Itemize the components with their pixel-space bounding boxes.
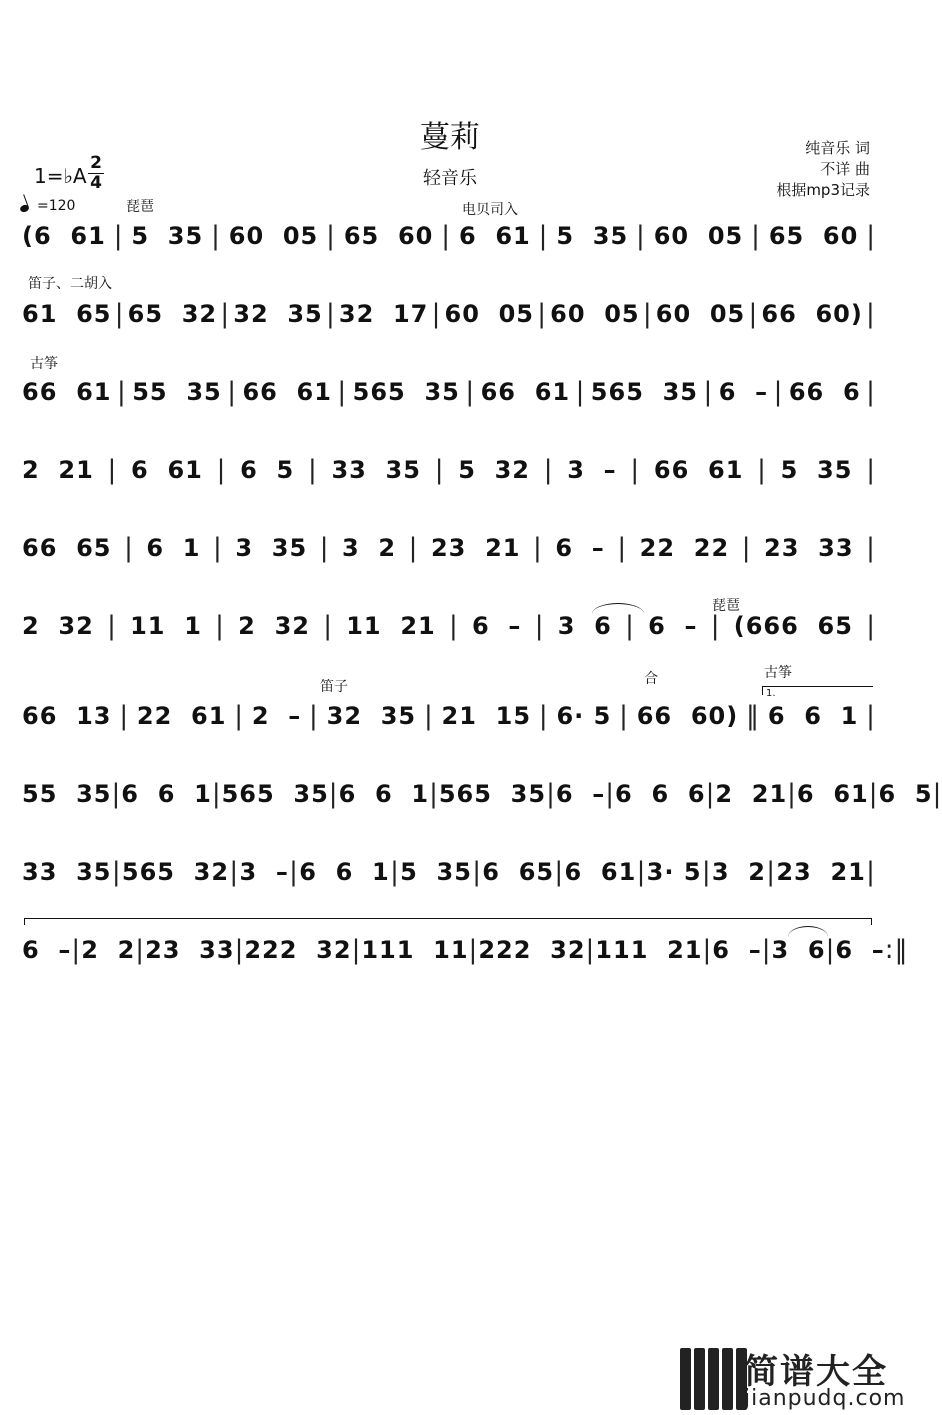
barline: |	[215, 611, 225, 641]
barline: |	[534, 611, 545, 641]
measure-notes: 33 35	[331, 456, 421, 484]
repeat-bracket	[24, 918, 872, 925]
staff-row-4	[22, 448, 876, 492]
measure-notes: 565 35	[590, 378, 699, 406]
measure-notes: 5 35	[400, 858, 472, 886]
measure-notes: 55 35	[132, 378, 222, 406]
barline: |	[135, 935, 146, 965]
barline: |	[866, 455, 876, 485]
barline: |	[773, 377, 784, 407]
double-barline: ‖	[746, 701, 760, 731]
barline: |	[107, 455, 118, 485]
barline: |	[866, 221, 876, 251]
staff-row-5	[22, 526, 876, 570]
measure-notes: 565 32	[121, 858, 230, 886]
measure-notes: 6 61	[564, 858, 637, 886]
measure-notes: 6· 5	[556, 702, 612, 730]
measure-notes: 6 1	[146, 534, 201, 562]
barline: |	[465, 377, 476, 407]
barline: |	[71, 935, 82, 965]
measure-notes: 3 2	[342, 534, 397, 562]
measure-notes: (666 65	[733, 612, 853, 640]
barline: |	[119, 701, 130, 731]
barline: |	[289, 857, 299, 887]
measure-notes: 111 11	[361, 936, 469, 964]
measure-notes: 5 35	[131, 222, 204, 250]
barline: |	[617, 533, 628, 563]
barline: |	[630, 455, 641, 485]
annotation-guzheng: 古筝	[30, 356, 58, 372]
barline: |	[234, 701, 244, 731]
barline: |	[431, 299, 442, 329]
barline: |	[213, 533, 223, 563]
barline: |	[211, 779, 222, 809]
measure-notes: 565 35	[221, 780, 329, 808]
barline: |	[748, 299, 759, 329]
tempo-value: =120	[37, 198, 76, 214]
barline: |	[449, 611, 459, 641]
barline: |	[429, 779, 439, 809]
barline: |	[619, 701, 629, 731]
annotation-guzheng-2: 古筝	[764, 665, 792, 681]
time-signature	[88, 154, 104, 193]
staff-row-9	[22, 850, 876, 894]
barline: |	[866, 611, 876, 641]
barline: |	[111, 779, 122, 809]
measure-notes: 2 21	[22, 456, 94, 484]
annotation-pipa-2: 琵琶	[712, 598, 740, 614]
barline: |	[605, 779, 616, 809]
measure-notes: 6 –	[835, 936, 885, 964]
barline: |	[408, 533, 419, 563]
barline: |	[390, 857, 400, 887]
measure-notes: 6 6 6	[615, 780, 706, 808]
barline: |	[328, 779, 339, 809]
piano-keys-icon	[680, 1348, 747, 1410]
barline: |	[434, 455, 445, 485]
measure-notes: 66 61	[480, 378, 571, 406]
annotation-electric-bass: 电贝司入	[462, 202, 518, 218]
measure-notes: 2 32	[238, 612, 310, 640]
logo-title: 简谱大全	[744, 1352, 888, 1392]
barline: |	[866, 299, 876, 329]
measure-notes: 3 2	[711, 858, 766, 886]
barline: |	[111, 857, 122, 887]
barline: |	[766, 857, 777, 887]
measure-notes: 66 61	[653, 456, 744, 484]
measure-notes: 66 6	[788, 378, 861, 406]
barline: |	[543, 455, 554, 485]
measure-notes: 2 21	[715, 780, 788, 808]
barline: |	[216, 455, 227, 485]
measure-notes: 60 05	[655, 300, 746, 328]
measure-notes: 6 5	[240, 456, 295, 484]
barline: |	[636, 221, 646, 251]
barline: |	[472, 857, 482, 887]
measure-notes: 6 6 1	[338, 780, 430, 808]
measure-notes: 5 32	[458, 456, 530, 484]
barline: |	[575, 377, 586, 407]
measure-notes: 3 –	[567, 456, 617, 484]
measure-notes: 60 05	[550, 300, 640, 328]
measure-notes: 22 22	[639, 534, 730, 562]
staff-row-7	[22, 694, 876, 738]
measure-notes: 23 33	[145, 936, 235, 964]
logo-url: jianpudq.com	[744, 1386, 906, 1411]
measure-notes: 2 –	[251, 702, 302, 730]
barline: |	[625, 611, 635, 641]
barline: |	[351, 935, 362, 965]
barline: |	[124, 533, 134, 563]
measure-notes: 3 –	[239, 858, 289, 886]
barline: |	[423, 701, 434, 731]
time-signature-top: 2	[90, 153, 102, 173]
measure-notes: 565 35	[438, 780, 547, 808]
barline: |	[866, 701, 876, 731]
site-logo[interactable]	[680, 1348, 747, 1410]
measure-notes: 60 05	[444, 300, 535, 328]
measure-notes: 3 35	[235, 534, 308, 562]
measure-notes: 6 –	[555, 534, 605, 562]
measure-notes: 32 17	[338, 300, 429, 328]
lyricist-credit: 纯音乐 词	[805, 139, 870, 157]
measure-notes: 222 32	[244, 936, 352, 964]
barline: |	[323, 611, 333, 641]
barline: |	[703, 377, 714, 407]
barline: |	[538, 701, 549, 731]
measure-notes: 60 05	[653, 222, 744, 250]
measure-notes: 6 61	[458, 222, 531, 250]
composer-credit: 不详 曲	[820, 160, 870, 178]
barline: |	[825, 935, 836, 965]
measure-notes: 6 6 1	[767, 702, 859, 730]
barline: |	[114, 299, 125, 329]
measure-notes: 66 61	[22, 378, 112, 406]
measure-notes: 55 35	[22, 780, 112, 808]
barline: |	[585, 935, 596, 965]
barline: |	[307, 455, 318, 485]
barline: |	[211, 221, 221, 251]
measure-notes: 11 1	[130, 612, 202, 640]
measure-notes: 66 65	[22, 534, 112, 562]
measure-notes: 66 60)	[636, 702, 739, 730]
staff-row-3	[22, 370, 876, 414]
measure-notes: 65 60	[768, 222, 859, 250]
measure-notes: 23 21	[430, 534, 521, 562]
volta-label: 1.	[766, 688, 776, 699]
score-title: 蔓莉	[420, 120, 480, 155]
barline: |	[107, 611, 117, 641]
barline: |	[468, 935, 479, 965]
measure-notes: 6 –	[22, 936, 72, 964]
staff-row-8	[22, 772, 942, 816]
measure-notes: 222 32	[478, 936, 586, 964]
barline: |	[537, 299, 547, 329]
measure-notes: 66 13	[22, 702, 112, 730]
staff-row-6	[22, 604, 876, 648]
measure-notes: 111 21	[595, 936, 703, 964]
barline: |	[533, 533, 543, 563]
barline: |	[441, 221, 452, 251]
measure-notes: 6 61	[796, 780, 869, 808]
barline: |	[701, 857, 712, 887]
barline: |	[337, 377, 348, 407]
barline: |	[546, 779, 556, 809]
measure-notes: 66 60)	[761, 300, 863, 328]
barline: |	[705, 779, 716, 809]
measure-notes: 33 35	[22, 858, 112, 886]
measure-notes: 23 21	[776, 858, 866, 886]
barline: |	[868, 779, 879, 809]
barline: |	[932, 779, 942, 809]
barline: |	[710, 611, 721, 641]
measure-notes: 6 6 1	[299, 858, 390, 886]
measure-notes: (6 61	[22, 222, 106, 250]
barline: |	[116, 377, 127, 407]
annotation-tutti: 合	[644, 671, 658, 687]
barline: |	[113, 221, 124, 251]
measure-notes: 3· 5	[646, 858, 702, 886]
barline: |	[227, 377, 237, 407]
measure-notes: 6 –	[472, 612, 522, 640]
barline: |	[229, 857, 240, 887]
staff-row-10	[22, 928, 909, 972]
barline: |	[538, 221, 549, 251]
barline: |	[761, 935, 772, 965]
measure-notes: 65 60	[343, 222, 434, 250]
barline: |	[642, 299, 653, 329]
annotation-pipa: 琵琶	[126, 199, 154, 215]
barline: |	[554, 857, 565, 887]
barline: |	[309, 701, 319, 731]
measure-notes: 60 05	[228, 222, 319, 250]
measure-notes: 22 61	[136, 702, 227, 730]
barline: |	[866, 377, 876, 407]
barline: |	[325, 299, 336, 329]
annotation-dizi: 笛子	[320, 679, 348, 695]
measure-notes: 6 6 1	[121, 780, 212, 808]
measure-notes: 5 35	[780, 456, 853, 484]
barline: |	[751, 221, 761, 251]
measure-notes: 6 65	[482, 858, 555, 886]
repeat-end-barline: :‖	[884, 935, 909, 965]
barline: |	[757, 455, 767, 485]
tempo-marking	[20, 198, 75, 214]
measure-notes: 6 –	[555, 780, 606, 808]
measure-notes: 2 2	[81, 936, 136, 964]
barline: |	[787, 779, 797, 809]
barline: |	[636, 857, 647, 887]
barline: |	[866, 533, 876, 563]
barline: |	[234, 935, 245, 965]
measure-notes: 6 –	[712, 936, 762, 964]
annotation-dizi-erhu: 笛子、二胡入	[28, 276, 112, 292]
quarter-note-icon	[19, 204, 30, 214]
score-subtitle: 轻音乐	[423, 168, 477, 189]
measure-notes: 2 32	[22, 612, 94, 640]
staff-row-2	[22, 292, 876, 336]
measure-notes: 5 35	[556, 222, 629, 250]
measure-notes: 21 15	[441, 702, 532, 730]
measure-notes: 6 –	[718, 378, 769, 406]
measure-notes: 61 65	[22, 300, 112, 328]
source-credit: 根据mp3记录	[776, 181, 870, 199]
barline: |	[326, 221, 336, 251]
measure-notes: 6 –	[648, 612, 698, 640]
barline: |	[702, 935, 713, 965]
measure-notes: 65 32	[127, 300, 218, 328]
barline: |	[220, 299, 231, 329]
barline: |	[741, 533, 752, 563]
measure-notes: 66 61	[242, 378, 332, 406]
measure-notes: 3 6	[557, 612, 612, 640]
measure-notes: 6 61	[131, 456, 203, 484]
measure-notes: 11 21	[346, 612, 436, 640]
measure-notes: 32 35	[326, 702, 417, 730]
measure-notes: 32 35	[233, 300, 323, 328]
measure-notes: 3 6	[771, 936, 826, 964]
barline: |	[319, 533, 330, 563]
measure-notes: 23 33	[764, 534, 854, 562]
key-signature: 1=♭A	[34, 164, 87, 188]
measure-notes: 565 35	[352, 378, 460, 406]
time-signature-bottom: 4	[90, 173, 102, 193]
staff-row-1	[22, 214, 876, 258]
barline: |	[866, 857, 876, 887]
measure-notes: 6 5	[878, 780, 933, 808]
